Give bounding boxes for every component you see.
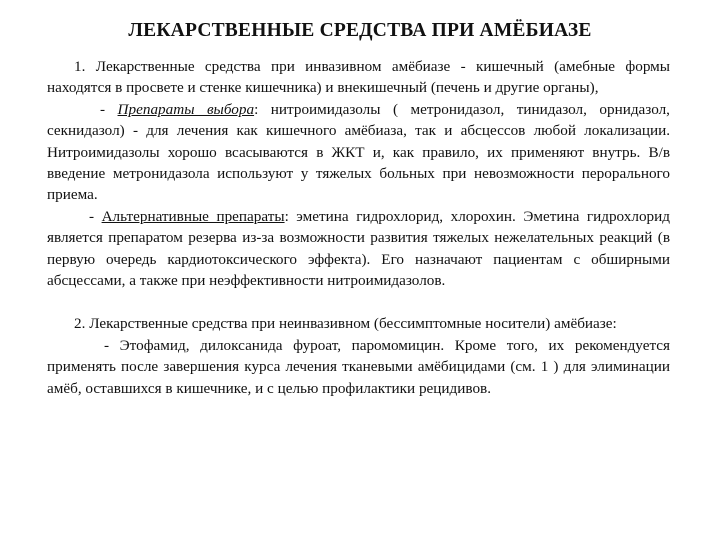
drugs-of-choice-paragraph (47, 99, 670, 206)
alternative-drugs-dash: - (89, 207, 102, 225)
drugs-of-choice-dash: - (100, 100, 118, 118)
document-body (47, 56, 670, 399)
page-title: ЛЕКАРСТВЕННЫЕ СРЕДСТВА ПРИ АМЁБИАЗЕ (128, 20, 592, 41)
alternative-drugs-term: Альтернативные препараты (101, 207, 285, 225)
section-2-heading: 2. Лекарственные средства при неинвазивном (бессимптомные носители) амёбиазе: (74, 315, 617, 333)
drugs-of-choice-term: Препараты выбора (117, 100, 255, 118)
section-1-heading: 1. Лекарственные средства при инвазивном амёбиазе - кишечный (амебные формы находятся в просвете и стенке кишечника) и внекишечный (печень и другие органы), (47, 58, 670, 97)
section-2-paragraph: - Этофамид, дилоксанида фуроат, паромомицин. Кроме того, их рекомендуется применять после завершения курса лечения тканевыми амёбицидами (см. 1 ) для элиминации амёб, оставшихся в кишечнике, и с целью профилактики рецидивов. (47, 336, 670, 397)
section-spacer (47, 291, 670, 313)
alternative-drugs-paragraph (47, 206, 670, 292)
drugs-of-choice-text: : нитроимидазолы ( метронидазол, тинидазол, орнидазол, секнидазол) - для лечения как кишечного амёбиаза, так и абсцессов любой локализации. Нитроимидазолы хорошо всасываются в ЖКТ и, как правило, их применяют внутрь. В/в введение метронидазола используют у тяжелых больных при невозможности перорального приема. (47, 100, 670, 204)
alternative-drugs-text: : эметина гидрохлорид, хлорохин. Эметина гидрохлорид является препаратом резерва из-за возможности развития тяжелых нежелательных реакций (в первую очередь кардиотоксического эффекта). Его назначают пациентам с обширными абсцессами, а также при неэффективности нитроимидазолов. (47, 207, 670, 290)
